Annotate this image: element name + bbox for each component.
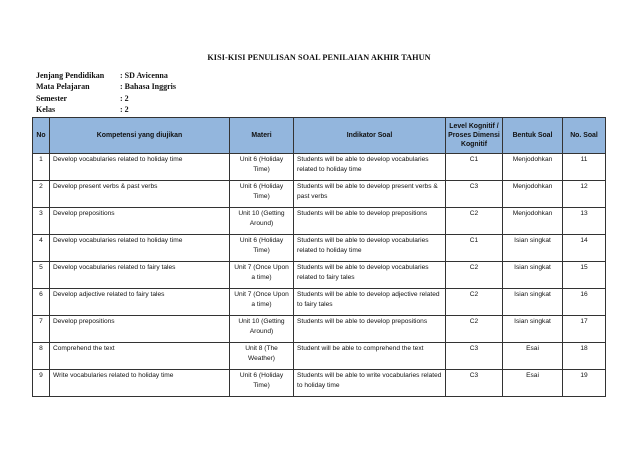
cell-no: 3 (33, 208, 50, 235)
meta-value: : 2 (120, 93, 129, 103)
cell-nosoal: 13 (563, 208, 606, 235)
cell-no: 8 (33, 343, 50, 370)
table-row (33, 316, 606, 343)
cell-nosoal: 11 (563, 154, 606, 181)
cell-no: 1 (33, 154, 50, 181)
cell-kompetensi: Write vocabularies related to holiday time (50, 370, 230, 397)
header-level: Level Kognitif / Proses Dimensi Kognitif (446, 118, 503, 154)
cell-bentuk: Isian singkat (503, 316, 563, 343)
cell-nosoal: 19 (563, 370, 606, 397)
kisi-kisi-table (32, 117, 606, 397)
cell-indikator: Students will be able to develop adjective related to fairy tales (294, 289, 446, 316)
meta-value: : 2 (120, 104, 129, 114)
cell-bentuk: Esai (503, 343, 563, 370)
cell-level: C3 (446, 181, 503, 208)
cell-level: C3 (446, 370, 503, 397)
cell-no: 6 (33, 289, 50, 316)
document-meta (36, 70, 176, 115)
cell-bentuk: Isian singkat (503, 262, 563, 289)
meta-value: : SD Avicenna (120, 71, 168, 80)
cell-bentuk: Menjodohkan (503, 181, 563, 208)
document-title: KISI-KISI PENULISAN SOAL PENILAIAN AKHIR TAHUN (207, 53, 431, 62)
cell-level: C3 (446, 343, 503, 370)
cell-level: C2 (446, 262, 503, 289)
cell-nosoal: 15 (563, 262, 606, 289)
header-indikator: Indikator Soal (294, 118, 446, 154)
header-no: No (33, 118, 50, 154)
cell-level: C1 (446, 235, 503, 262)
cell-nosoal: 14 (563, 235, 606, 262)
header-materi: Materi (230, 118, 294, 154)
table-row (33, 370, 606, 397)
cell-materi: Unit 7 (Once Upon a time) (230, 262, 294, 289)
meta-label: Mata Pelajaran (36, 82, 90, 92)
cell-kompetensi: Develop adjective related to fairy tales (50, 289, 230, 316)
table-header-row (33, 118, 606, 154)
cell-kompetensi: Develop vocabularies related to holiday time (50, 154, 230, 181)
cell-kompetensi: Develop prepositions (50, 208, 230, 235)
table-row (33, 208, 606, 235)
cell-bentuk: Isian singkat (503, 289, 563, 316)
cell-indikator: Students will be able to develop prepositions (294, 316, 446, 343)
header-bentuk: Bentuk Soal (503, 118, 563, 154)
meta-value: : Bahasa Inggris (120, 82, 177, 92)
table-row (33, 262, 606, 289)
cell-nosoal: 12 (563, 181, 606, 208)
table-row (33, 343, 606, 370)
cell-indikator: Students will be able to develop vocabularies related to holiday time (294, 154, 446, 181)
meta-row (36, 93, 176, 104)
cell-no: 7 (33, 316, 50, 343)
header-kompetensi: Kompetensi yang diujikan (50, 118, 230, 154)
meta-row (36, 104, 176, 115)
cell-indikator: Students will be able to develop vocabularies related to holiday time (294, 235, 446, 262)
cell-kompetensi: Comprehend the text (50, 343, 230, 370)
meta-row (36, 81, 176, 92)
cell-materi: Unit 10 (Getting Around) (230, 316, 294, 343)
cell-no: 4 (33, 235, 50, 262)
cell-indikator: Students will be able to write vocabularies related to holiday time (294, 370, 446, 397)
cell-materi: Unit 8 (The Weather) (230, 343, 294, 370)
cell-bentuk: Esai (503, 370, 563, 397)
cell-bentuk: Menjodohkan (503, 154, 563, 181)
cell-materi: Unit 6 (Holiday Time) (230, 235, 294, 262)
meta-label: Kelas (36, 104, 56, 114)
cell-level: C1 (446, 154, 503, 181)
cell-level: C2 (446, 289, 503, 316)
cell-indikator: Students will be able to develop prepositions (294, 208, 446, 235)
table-row (33, 154, 606, 181)
cell-no: 9 (33, 370, 50, 397)
cell-nosoal: 16 (563, 289, 606, 316)
meta-label: Semester (36, 93, 68, 103)
cell-materi: Unit 6 (Holiday Time) (230, 370, 294, 397)
cell-kompetensi: Develop vocabularies related to holiday time (50, 235, 230, 262)
cell-kompetensi: Develop vocabularies related to fairy tales (50, 262, 230, 289)
cell-indikator: Students will be able to develop vocabularies related to fairy tales (294, 262, 446, 289)
table-row (33, 235, 606, 262)
header-nosoal: No. Soal (563, 118, 606, 154)
cell-materi: Unit 6 (Holiday Time) (230, 154, 294, 181)
cell-kompetensi: Develop prepositions (50, 316, 230, 343)
cell-bentuk: Isian singkat (503, 235, 563, 262)
table-row (33, 181, 606, 208)
cell-nosoal: 17 (563, 316, 606, 343)
cell-no: 5 (33, 262, 50, 289)
cell-materi: Unit 6 (Holiday Time) (230, 181, 294, 208)
cell-materi: Unit 10 (Getting Around) (230, 208, 294, 235)
meta-label: Jenjang Pendidikan (36, 71, 105, 80)
cell-materi: Unit 7 (Once Upon a time) (230, 289, 294, 316)
cell-indikator: Student will be able to comprehend the text (294, 343, 446, 370)
cell-no: 2 (33, 181, 50, 208)
cell-level: C2 (446, 208, 503, 235)
table-row (33, 289, 606, 316)
meta-row (36, 70, 176, 81)
cell-level: C2 (446, 316, 503, 343)
cell-kompetensi: Develop present verbs & past verbs (50, 181, 230, 208)
cell-bentuk: Menjodohkan (503, 208, 563, 235)
cell-nosoal: 18 (563, 343, 606, 370)
cell-indikator: Students will be able to develop present verbs & past verbs (294, 181, 446, 208)
